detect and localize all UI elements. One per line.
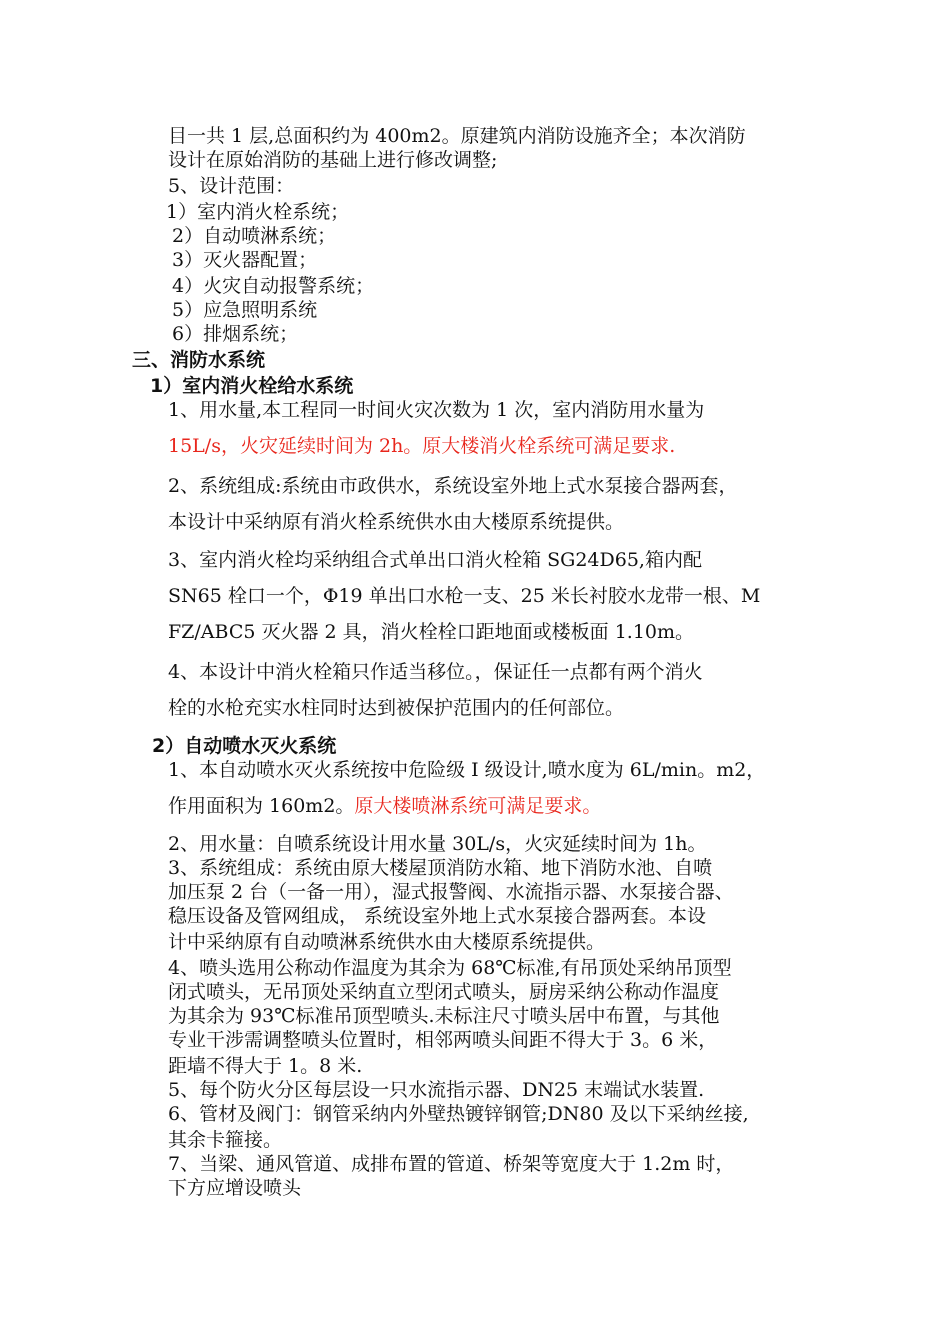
s2-p4-line-2: 闭式喷头，无吊顶处采纳直立型闭式喷头，厨房采纳公称动作温度 [168,981,720,1003]
section-3-title: 三、消防水系统 [132,349,266,371]
s1-p1-line-2: 15L/s，火灾延续时间为 2h。原大楼消火栓系统可满足要求. [168,435,676,457]
s1-p3-line-2: SN65 栓口一个，Φ19 单出口水枪一支、25 米长衬胶水龙带一根、M [168,585,761,607]
s2-p1-line-1: 1、本自动喷水灭火系统按中危险级 I 级设计,喷水度为 6L/min。m2， [168,759,766,781]
s2-p6-line-1: 6、管材及阀门：钢管采纳内外壁热镀锌钢管;DN80 及以下采纳丝接, [168,1103,749,1125]
scope-item-1: 1）室内消火栓系统； [166,201,350,223]
s2-p4-line-4: 专业干涉需调整喷头位置时，相邻两喷头间距不得大于 3。6 米， [168,1029,718,1051]
s2-p1-line-2-highlight: 原大楼喷淋系统可满足要求。 [354,795,602,817]
s1-p3-line-3: FZ/ABC5 灭火器 2 具，消火栓栓口距地面或楼板面 1.10m。 [168,621,695,643]
s2-p7-line-2: 下方应增设喷头 [168,1177,302,1199]
s2-p4-line-3: 为其余为 93℃标准吊顶型喷头.未标注尺寸喷头居中布置，与其他 [168,1005,720,1027]
s2-p6-line-2: 其余卡箍接。 [168,1129,283,1151]
s1-p2-line-2: 本设计中采纳原有消火栓系统供水由大楼原系统提供。 [168,511,625,533]
subsection-2-title: 2）自动喷水灭火系统 [152,735,337,757]
s1-p1-line-1: 1、用水量,本工程同一时间火灾次数为 1 次，室内消防用水量为 [168,399,705,421]
scope-item-2: 2）自动喷淋系统； [172,225,337,247]
s1-p3-line-1: 3、室内消火栓均采纳组合式单出口消火栓箱 SG24D65,箱内配 [168,549,702,571]
s2-p1-line-2-text: 作用面积为 160m2。 [168,795,355,817]
s2-p3-line-1: 3、系统组成：系统由原大楼屋顶消防水箱、地下消防水池、自喷 [168,857,713,879]
scope-heading: 5、设计范围： [168,175,295,197]
s2-p2: 2、用水量：自喷系统设计用水量 30L/s，火灾延续时间为 1h。 [168,833,707,855]
s2-p7-line-1: 7、当梁、通风管道、成排布置的管道、桥架等宽度大于 1.2m 时， [168,1153,735,1175]
s2-p3-line-4: 计中采纳原有自动喷淋系统供水由大楼原系统提供。 [168,931,606,953]
scope-item-4: 4）火灾自动报警系统； [172,275,375,297]
s1-p4-line-2: 栓的水枪充实水柱同时达到被保护范围内的任何部位。 [168,697,625,719]
s2-p4-line-5: 距墙不得大于 1。8 米. [168,1055,363,1077]
s1-p2-line-1: 2、系统组成:系统由市政供水，系统设室外地上式水泵接合器两套， [168,475,738,497]
scope-item-3: 3）灭火器配置； [172,249,318,271]
s2-p4-line-1: 4、喷头选用公称动作温度为其余为 68℃标准,有吊顶处采纳吊顶型 [168,957,732,979]
s2-p1-line-2 [168,794,601,818]
intro-line-2: 设计在原始消防的基础上进行修改调整; [168,149,498,171]
scope-item-5: 5）应急照明系统 [172,299,318,321]
s1-p4-line-1: 4、本设计中消火栓箱只作适当移位。，保证任一点都有两个消火 [168,661,703,683]
s2-p3-line-3: 稳压设备及管网组成， 系统设室外地上式水泵接合器两套。本设 [168,905,707,927]
scope-item-6: 6）排烟系统； [172,323,299,345]
s2-p3-line-2: 加压泵 2 台（一备一用），湿式报警阀、水流指示器、水泵接合器、 [168,881,734,903]
s2-p5: 5、每个防火分区每层设一只水流指示器、DN25 末端试水装置. [168,1079,705,1101]
subsection-1-title: 1）室内消火栓给水系统 [150,375,354,397]
intro-line-1: 目一共 1 层,总面积约为 400m2。原建筑内消防设施齐全；本次消防 [168,125,746,147]
